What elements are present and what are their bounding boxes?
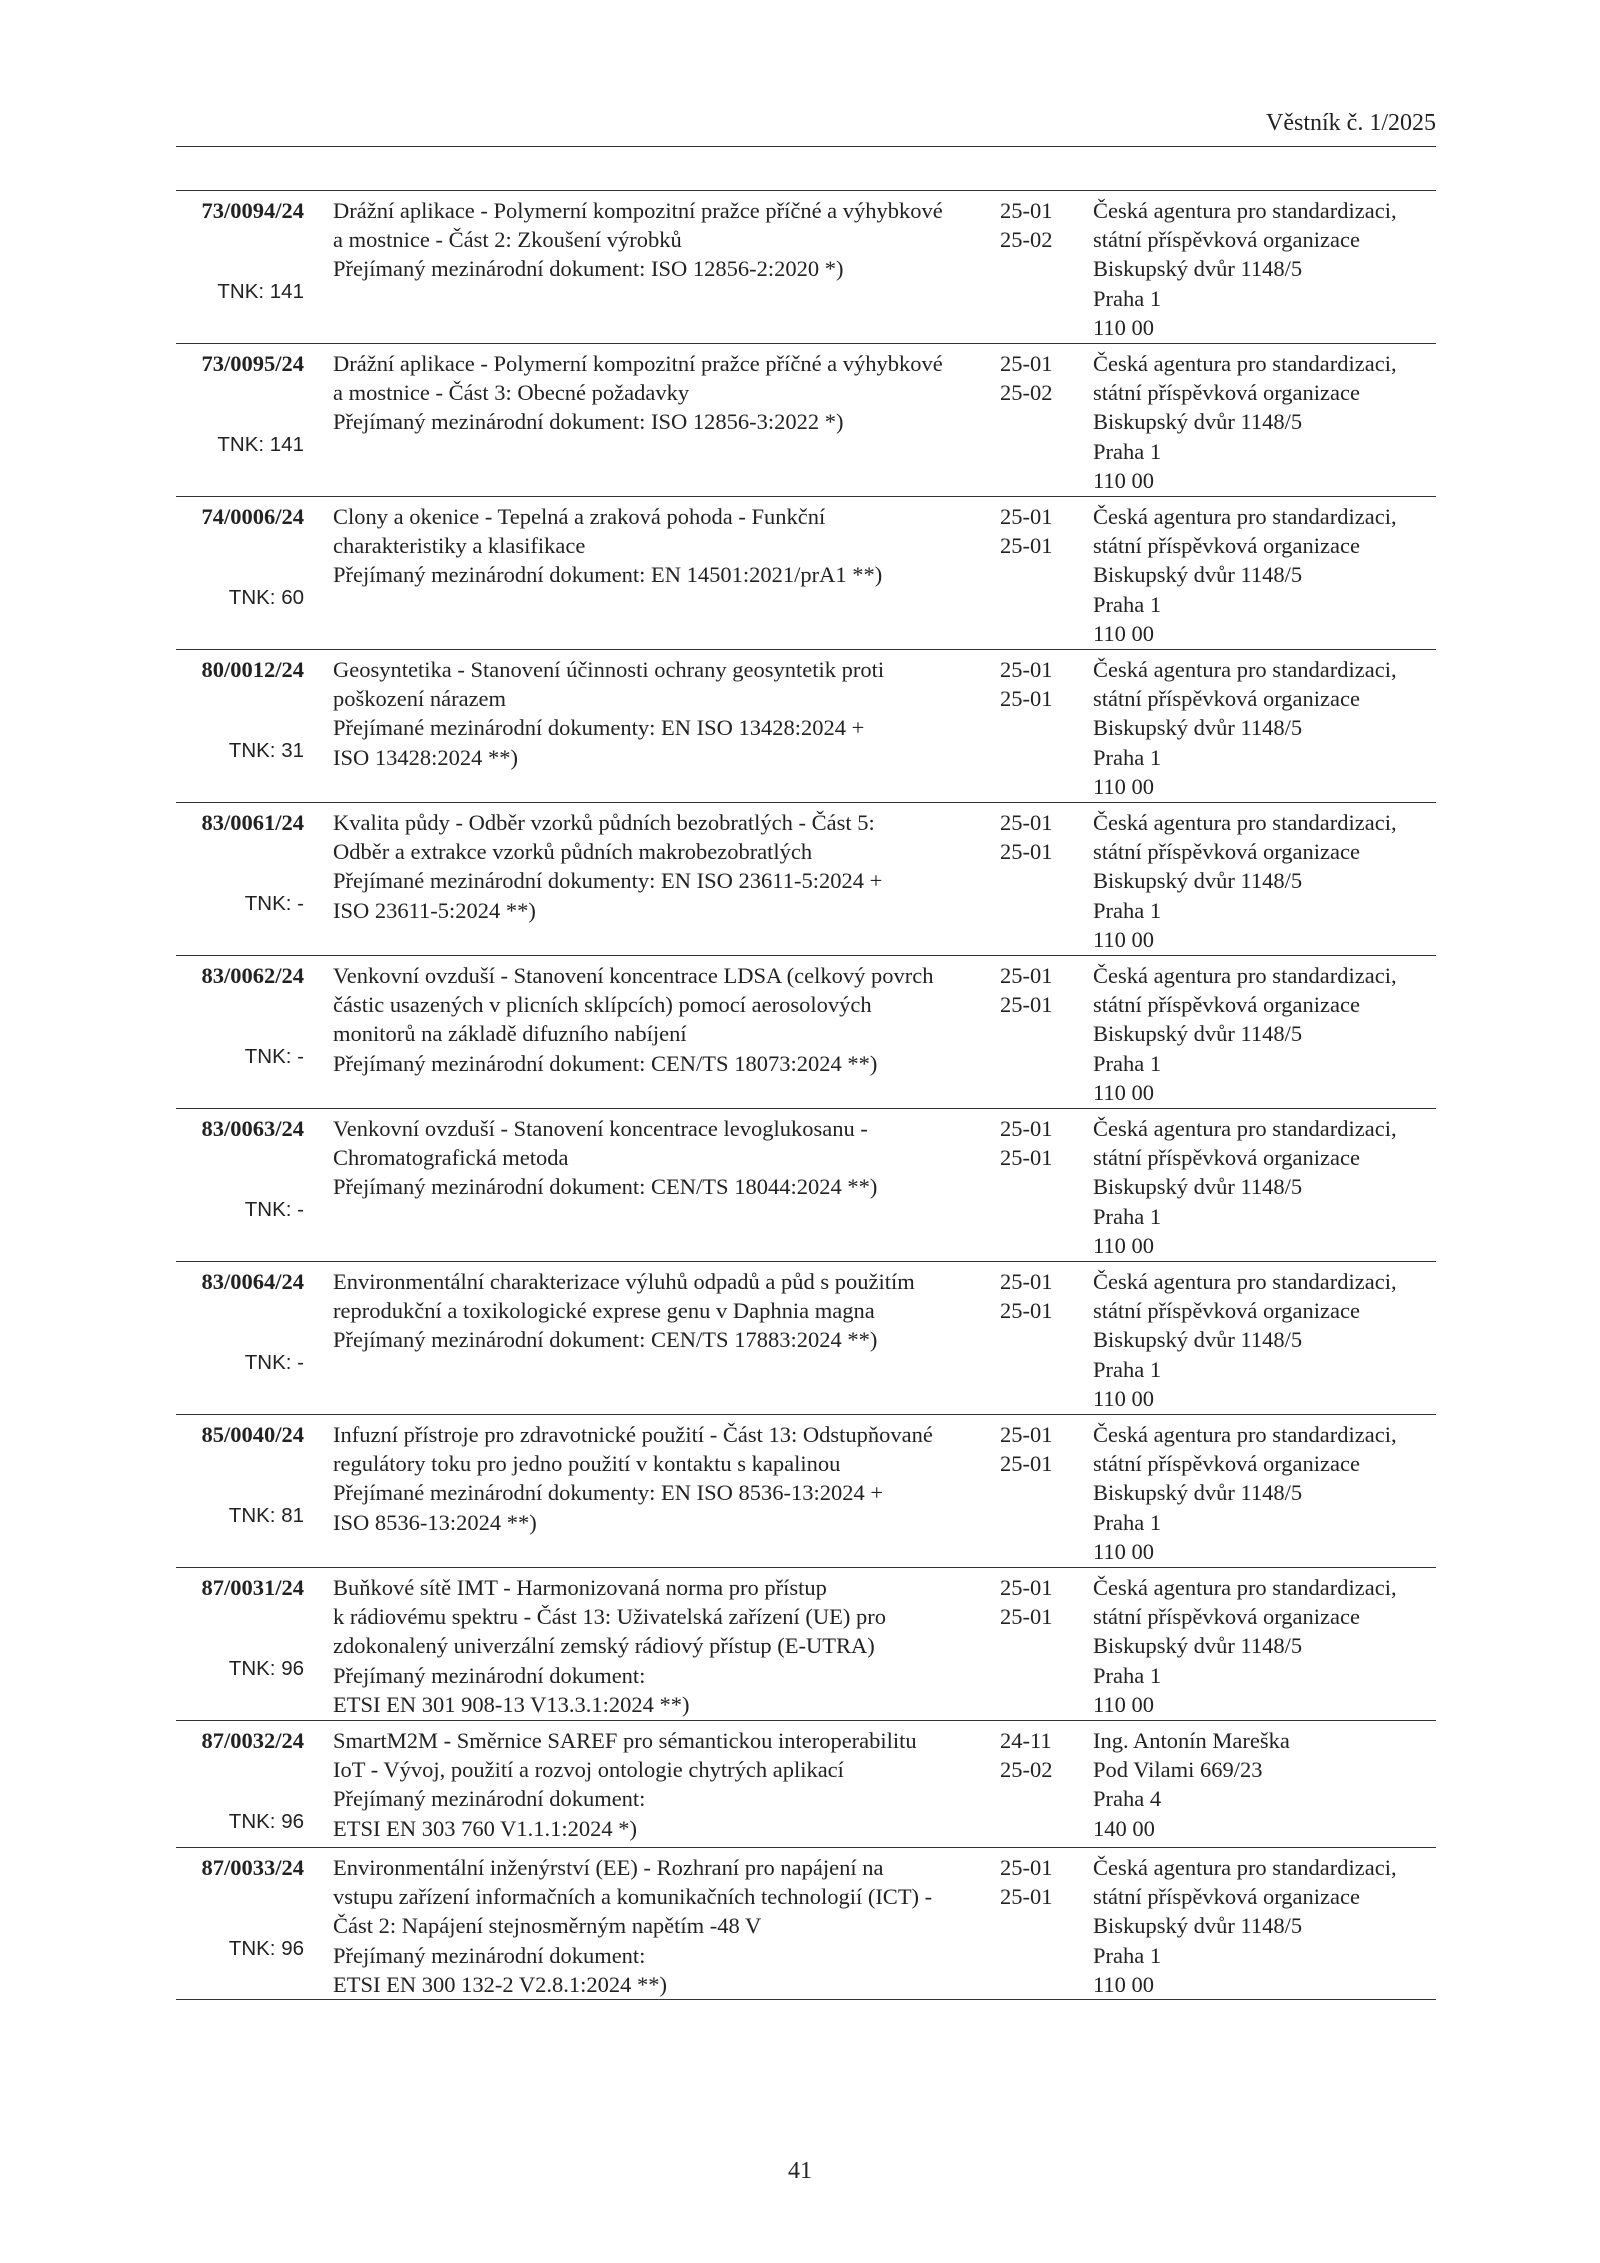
entry-description: Environmentální charakterizace výluhů odpadů a půd s použitím reprodukční a toxikologické exprese genu v Daphnia magna Přejímaný mezinárodní dokument: CEN/TS 17883:2024 **) bbox=[333, 1269, 915, 1353]
entry-id-cell bbox=[176, 502, 304, 646]
entry-tnk: TNK: 141 bbox=[217, 433, 304, 456]
entry-address: Česká agentura pro standardizaci, státní příspěvková organizace Biskupský dvůr 1148/5 Praha 1 110 00 bbox=[1093, 1575, 1397, 1717]
entry-tnk: TNK: 96 bbox=[228, 1937, 304, 1960]
entry-dates: 25-01 25-01 bbox=[1000, 1422, 1053, 1477]
entry-id-cell bbox=[176, 1267, 304, 1411]
entry-dates: 25-01 25-02 bbox=[1000, 351, 1053, 406]
entry-number: 74/0006/24 bbox=[201, 504, 304, 529]
table-row bbox=[176, 344, 1436, 497]
entry-tnk: TNK: - bbox=[244, 1351, 304, 1374]
publication-title: Věstník č. 1/2025 bbox=[1266, 110, 1436, 136]
entry-number: 83/0061/24 bbox=[201, 810, 304, 835]
entry-number: 73/0094/24 bbox=[201, 198, 304, 223]
entry-address: Česká agentura pro standardizaci, státní příspěvková organizace Biskupský dvůr 1148/5 Praha 1 110 00 bbox=[1093, 351, 1397, 493]
entry-description: Kvalita půdy - Odběr vzorků půdních bezobratlých - Část 5: Odběr a extrakce vzorků půdních makrobezobratlých Přejímané mezinárodní dokumenty: EN ISO 23611-5:2024 + ISO 23611-5:2024 **) bbox=[333, 810, 883, 923]
entry-number: 73/0095/24 bbox=[201, 351, 304, 376]
entry-address: Česká agentura pro standardizaci, státní příspěvková organizace Biskupský dvůr 1148/5 Praha 1 110 00 bbox=[1093, 198, 1397, 340]
entry-address: Česká agentura pro standardizaci, státní příspěvková organizace Biskupský dvůr 1148/5 Praha 1 110 00 bbox=[1093, 1855, 1397, 1997]
standards-table bbox=[176, 190, 1436, 2000]
table-row bbox=[176, 1721, 1436, 1848]
entry-number: 80/0012/24 bbox=[201, 657, 304, 682]
entry-id-cell bbox=[176, 1853, 304, 1996]
entry-description: Venkovní ovzduší - Stanovení koncentrace levoglukosanu - Chromatografická metoda Přejímaný mezinárodní dokument: CEN/TS 18044:2024 **) bbox=[333, 1116, 878, 1200]
entry-number: 87/0031/24 bbox=[201, 1575, 304, 1600]
page-number: 41 bbox=[788, 2158, 812, 2184]
table-row bbox=[176, 497, 1436, 650]
entry-tnk: TNK: 81 bbox=[228, 1504, 304, 1527]
entry-id-cell bbox=[176, 1114, 304, 1258]
entry-address: Česká agentura pro standardizaci, státní příspěvková organizace Biskupský dvůr 1148/5 Praha 1 110 00 bbox=[1093, 963, 1397, 1105]
entry-number: 87/0032/24 bbox=[201, 1728, 304, 1753]
entry-dates: 25-01 25-01 bbox=[1000, 963, 1053, 1018]
entry-tnk: TNK: 141 bbox=[217, 280, 304, 303]
entry-description: Geosyntetika - Stanovení účinnosti ochrany geosyntetik proti poškození nárazem Přejímané mezinárodní dokumenty: EN ISO 13428:2024 + ISO 13428:2024 **) bbox=[333, 657, 885, 770]
entry-tnk: TNK: - bbox=[244, 1045, 304, 1068]
entry-description: Drážní aplikace - Polymerní kompozitní pražce příčné a výhybkové a mostnice - Část 2: Zkoušení výrobků Přejímaný mezinárodní dokument: ISO 12856-2:2020 *) bbox=[333, 198, 943, 282]
entry-dates: 25-01 25-01 bbox=[1000, 1855, 1053, 1910]
entry-description: Buňkové sítě IMT - Harmonizovaná norma pro přístup k rádiovému spektru - Část 13: Uživatelská zařízení (UE) pro zdokonalený univerzální zemský rádiový přístup (E-UTRA) Přejímaný mezinárodní dokument: ETSI EN 301 908-13 V13.3.1:2024 **) bbox=[333, 1575, 886, 1717]
entry-tnk: TNK: - bbox=[244, 892, 304, 915]
entry-address: Česká agentura pro standardizaci, státní příspěvková organizace Biskupský dvůr 1148/5 Praha 1 110 00 bbox=[1093, 504, 1397, 646]
entry-address: Česká agentura pro standardizaci, státní příspěvková organizace Biskupský dvůr 1148/5 Praha 1 110 00 bbox=[1093, 810, 1397, 952]
entry-id-cell bbox=[176, 961, 304, 1105]
entry-address: Ing. Antonín Mareška Pod Vilami 669/23 Praha 4 140 00 bbox=[1093, 1728, 1290, 1841]
entry-number: 83/0064/24 bbox=[201, 1269, 304, 1294]
entry-dates: 25-01 25-01 bbox=[1000, 1116, 1053, 1171]
entry-tnk: TNK: 96 bbox=[228, 1810, 304, 1833]
page-header bbox=[176, 108, 1436, 147]
entry-tnk: TNK: 60 bbox=[228, 586, 304, 609]
entry-id-cell bbox=[176, 1726, 304, 1844]
table-row bbox=[176, 803, 1436, 956]
entry-number: 85/0040/24 bbox=[201, 1422, 304, 1447]
entry-id-cell bbox=[176, 655, 304, 799]
entry-id-cell bbox=[176, 1573, 304, 1717]
table-row bbox=[176, 1568, 1436, 1721]
entry-dates: 25-01 25-01 bbox=[1000, 810, 1053, 865]
entry-id-cell bbox=[176, 196, 304, 340]
entry-description: Clony a okenice - Tepelná a zraková pohoda - Funkční charakteristiky a klasifikace Přejímaný mezinárodní dokument: EN 14501:2021/prA1 **) bbox=[333, 504, 883, 588]
entry-dates: 25-01 25-01 bbox=[1000, 1269, 1053, 1324]
entry-number: 87/0033/24 bbox=[201, 1855, 304, 1880]
entry-dates: 25-01 25-01 bbox=[1000, 1575, 1053, 1630]
table-row bbox=[176, 1848, 1436, 2000]
entry-address: Česká agentura pro standardizaci, státní příspěvková organizace Biskupský dvůr 1148/5 Praha 1 110 00 bbox=[1093, 1269, 1397, 1411]
table-row bbox=[176, 1415, 1436, 1568]
entry-tnk: TNK: 96 bbox=[228, 1657, 304, 1680]
table-row bbox=[176, 1109, 1436, 1262]
entry-address: Česká agentura pro standardizaci, státní příspěvková organizace Biskupský dvůr 1148/5 Praha 1 110 00 bbox=[1093, 1422, 1397, 1564]
table-row bbox=[176, 1262, 1436, 1415]
entry-id-cell bbox=[176, 349, 304, 493]
entry-dates: 24-11 25-02 bbox=[1000, 1728, 1053, 1783]
entry-address: Česká agentura pro standardizaci, státní příspěvková organizace Biskupský dvůr 1148/5 Praha 1 110 00 bbox=[1093, 657, 1397, 799]
entry-dates: 25-01 25-01 bbox=[1000, 504, 1053, 559]
table-row bbox=[176, 191, 1436, 344]
entry-number: 83/0063/24 bbox=[201, 1116, 304, 1141]
entry-number: 83/0062/24 bbox=[201, 963, 304, 988]
entry-dates: 25-01 25-02 bbox=[1000, 198, 1053, 253]
entry-description: Venkovní ovzduší - Stanovení koncentrace LDSA (celkový povrch částic usazených v plicních sklípcích) pomocí aerosolových monitorů na základě difuzního nabíjení Přejímaný mezinárodní dokument: CEN/TS 18073:2024 **) bbox=[333, 963, 934, 1076]
entry-tnk: TNK: - bbox=[244, 1198, 304, 1221]
table-row bbox=[176, 956, 1436, 1109]
entry-id-cell bbox=[176, 1420, 304, 1564]
entry-dates: 25-01 25-01 bbox=[1000, 657, 1053, 712]
entry-description: Drážní aplikace - Polymerní kompozitní pražce příčné a výhybkové a mostnice - Část 3: Obecné požadavky Přejímaný mezinárodní dokument: ISO 12856-3:2022 *) bbox=[333, 351, 943, 435]
table-row bbox=[176, 650, 1436, 803]
entry-description: Infuzní přístroje pro zdravotnické použití - Část 13: Odstupňované regulátory toku pro jedno použití v kontaktu s kapalinou Přejímané mezinárodní dokumenty: EN ISO 8536-13:2024 + ISO 8536-13:2024 **) bbox=[333, 1422, 933, 1535]
entry-tnk: TNK: 31 bbox=[228, 739, 304, 762]
entry-id-cell bbox=[176, 808, 304, 952]
entry-address: Česká agentura pro standardizaci, státní příspěvková organizace Biskupský dvůr 1148/5 Praha 1 110 00 bbox=[1093, 1116, 1397, 1258]
entry-description: Environmentální inženýrství (EE) - Rozhraní pro napájení na vstupu zařízení informačních a komunikačních technologií (ICT) - Část 2: Napájení stejnosměrným napětím -48 V Přejímaný mezinárodní dokument: ETSI EN 300 132-2 V2.8.1:2024 **) bbox=[333, 1855, 933, 1997]
entry-description: SmartM2M - Směrnice SAREF pro sémantickou interoperabilitu IoT - Vývoj, použití a rozvoj ontologie chytrých aplikací Přejímaný mezinárodní dokument: ETSI EN 303 760 V1.1.1:2024 *) bbox=[333, 1728, 917, 1841]
